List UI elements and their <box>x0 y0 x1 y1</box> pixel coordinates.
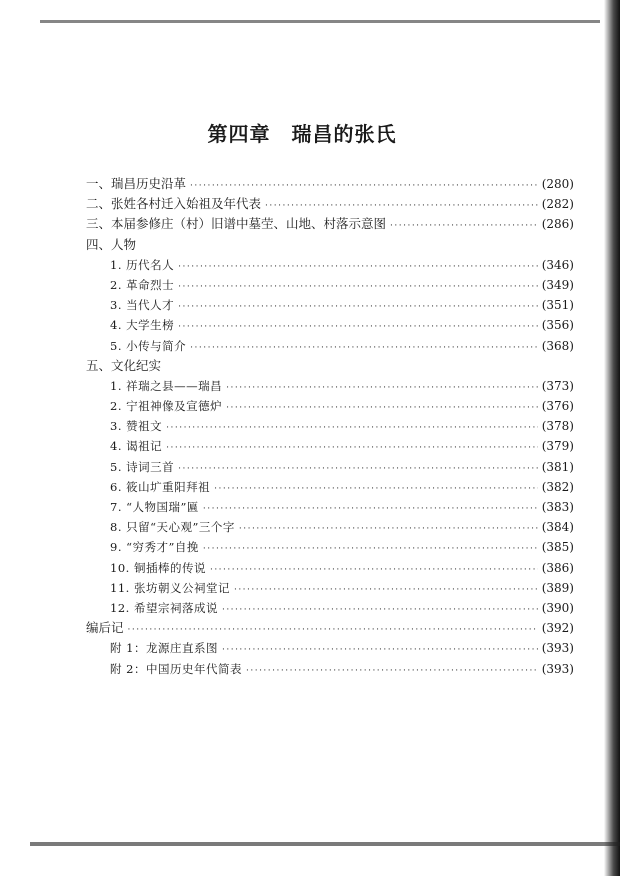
toc-appendix-1[interactable] <box>86 638 574 658</box>
toc-page-number: (286) <box>541 217 574 232</box>
toc-entry-text: 4. 大学生榜 <box>110 318 175 333</box>
scan-edge-top <box>40 20 600 23</box>
toc-subentry[interactable] <box>86 275 574 295</box>
toc-page-number: (282) <box>541 197 574 212</box>
toc-entry-text: 编后记 <box>86 620 124 636</box>
dot-leader <box>178 459 538 479</box>
toc-subentry[interactable] <box>86 517 574 537</box>
dot-leader <box>190 176 538 196</box>
toc-entry-text: 1. 祥瑞之县——瑞昌 <box>110 378 223 393</box>
dot-leader <box>222 640 538 660</box>
toc-page-number: (392) <box>541 621 574 636</box>
toc-entry-history[interactable] <box>86 174 574 194</box>
toc-entry-text: 四、人物 <box>86 236 137 252</box>
toc-entry-text: 1. 历代名人 <box>110 257 175 272</box>
toc-page-number: (379) <box>541 439 574 454</box>
dot-leader <box>128 620 538 640</box>
toc-page-number: (383) <box>541 500 574 514</box>
toc-entry-maps[interactable] <box>86 214 574 234</box>
chapter-title: 第四章 瑞昌的张氏 <box>207 122 397 146</box>
toc-entry-text: 12. 希望宗祠落成说 <box>110 600 218 615</box>
toc-subentry[interactable] <box>86 598 574 618</box>
toc-subentry[interactable] <box>86 396 574 416</box>
toc-entry-text: 9. “穷秀才”自挽 <box>110 540 199 555</box>
toc-page-number: (382) <box>541 479 574 494</box>
dot-leader <box>166 438 538 458</box>
toc-entry-text: 11. 张坊朝义公祠堂记 <box>110 580 230 595</box>
toc-page-number: (384) <box>541 520 574 535</box>
toc-subentry[interactable] <box>86 416 574 436</box>
toc-entry-ancestors-table[interactable] <box>86 194 574 214</box>
toc-entry-text: 3. 当代人才 <box>110 298 175 313</box>
toc-entry-text: 一、瑞昌历史沿革 <box>86 176 187 191</box>
dot-leader <box>226 378 538 398</box>
toc-subentry[interactable] <box>86 376 574 396</box>
toc-entry-text: 7. “人物国瑞”匾 <box>110 500 199 514</box>
toc-entry-text: 附 2：中国历史年代简表 <box>110 661 242 676</box>
dot-leader <box>226 398 538 418</box>
dot-leader <box>203 499 538 519</box>
toc-entry-afterword[interactable] <box>86 618 574 638</box>
toc-subentry[interactable] <box>86 457 574 477</box>
toc-entry-text: 6. 筱山圹重阳拜祖 <box>110 479 211 494</box>
dot-leader <box>214 479 538 499</box>
dot-leader <box>390 216 538 236</box>
toc-page-number: (385) <box>541 540 574 555</box>
toc-page-number: (386) <box>541 560 574 575</box>
toc-entry-text: 三、本届参修庄（村）旧谱中墓茔、山地、村落示意图 <box>86 216 387 232</box>
toc-subentry[interactable] <box>86 477 574 497</box>
toc-page-number: (378) <box>541 419 574 434</box>
toc-page-number: (346) <box>541 257 574 272</box>
toc-entry-text: 3. 赞祖文 <box>110 419 163 434</box>
dot-leader <box>178 317 538 337</box>
toc-entry-text: 8. 只留“天心观”三个字 <box>110 520 235 535</box>
toc-page-number: (368) <box>541 338 574 353</box>
toc-page-number: (349) <box>541 277 574 292</box>
dot-leader <box>178 297 538 317</box>
toc-section-people[interactable] <box>86 235 574 255</box>
table-of-contents <box>86 174 574 679</box>
dot-leader <box>222 600 538 620</box>
toc-section-culture[interactable] <box>86 356 574 376</box>
toc-page-number: (373) <box>541 378 574 393</box>
toc-subentry[interactable] <box>86 537 574 557</box>
toc-page-number: (356) <box>541 318 574 333</box>
toc-page-number: (381) <box>541 459 574 474</box>
toc-entry-text: 附 1：龙源庄直系图 <box>110 641 218 656</box>
scan-edge-bottom <box>30 842 620 846</box>
toc-appendix-2[interactable] <box>86 659 574 679</box>
toc-entry-text: 2. 宁祖神像及宣德炉 <box>110 399 223 414</box>
toc-page-number: (351) <box>541 298 574 313</box>
toc-subentry[interactable] <box>86 255 574 275</box>
dot-leader <box>210 560 538 580</box>
dot-leader <box>239 519 538 539</box>
dot-leader <box>178 277 538 297</box>
toc-subentry[interactable] <box>86 336 574 356</box>
toc-page-number: (389) <box>541 580 574 595</box>
toc-subentry[interactable] <box>86 315 574 335</box>
toc-subentry[interactable] <box>86 436 574 456</box>
toc-entry-text: 10. 铜插棒的传说 <box>110 560 206 575</box>
dot-leader <box>246 661 538 681</box>
toc-page-number: (280) <box>541 177 574 191</box>
toc-entry-text: 二、张姓各村迁入始祖及年代表 <box>86 196 262 212</box>
toc-entry-text: 5. 小传与简介 <box>110 338 187 353</box>
toc-subentry[interactable] <box>86 578 574 598</box>
toc-subentry[interactable] <box>86 497 574 517</box>
dot-leader <box>166 418 538 438</box>
toc-page-number: (393) <box>541 661 574 676</box>
dot-leader <box>265 196 538 216</box>
scan-edge-right <box>604 0 620 876</box>
toc-entry-text: 4. 谒祖记 <box>110 439 163 454</box>
dot-leader <box>178 257 538 277</box>
toc-entry-text: 五、文化纪实 <box>86 357 162 373</box>
toc-subentry[interactable] <box>86 295 574 315</box>
toc-page-number: (390) <box>541 600 574 615</box>
toc-entry-text: 5. 诗词三首 <box>110 459 175 474</box>
toc-page-number: (376) <box>541 399 574 414</box>
toc-subentry[interactable] <box>86 558 574 578</box>
dot-leader <box>203 539 538 559</box>
dot-leader <box>190 338 538 358</box>
toc-page-number: (393) <box>541 641 574 656</box>
dot-leader <box>234 580 538 600</box>
toc-entry-text: 2. 革命烈士 <box>110 277 175 292</box>
